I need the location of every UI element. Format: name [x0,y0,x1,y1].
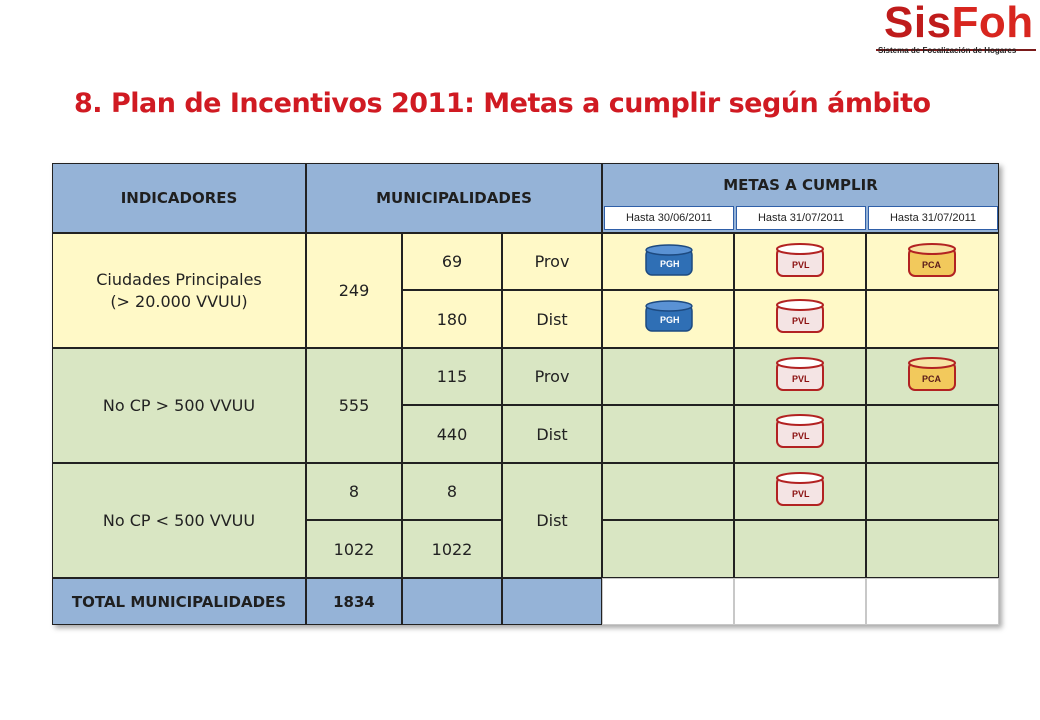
count-cell: 440 [402,405,502,463]
footer-empty [602,578,734,625]
indicator-ciudades-principales [52,233,306,348]
count-cell: 1022 [402,520,502,578]
pvl-icon [775,242,825,282]
pvl-label: PVL [792,431,810,441]
footer-empty [734,578,866,625]
meta-cell [866,405,999,463]
date-label-1: Hasta 30/06/2011 [604,206,734,230]
date-label-2: Hasta 31/07/2011 [736,206,866,230]
indicator-label-line1: Ciudades Principales [96,269,262,289]
count-cell: 180 [402,290,502,348]
pgh-label: PGH [660,315,680,325]
indicator-no-cp-mayor-500: No CP > 500 VVUU [52,348,306,463]
pvl-label: PVL [792,374,810,384]
pca-icon [907,242,957,282]
date-label-3: Hasta 31/07/2011 [868,206,998,230]
total-cell: 555 [306,348,402,463]
sisfoh-logo [876,0,1036,60]
meta-cell [602,520,734,578]
pgh-icon [644,299,694,337]
logo-wordmark [884,0,1034,48]
pvl-icon [775,356,825,396]
pca-label: PCA [922,374,942,384]
meta-cell [866,463,999,520]
meta-cell [602,348,734,405]
pgh-label: PGH [660,259,680,269]
metas-table [52,163,999,625]
pca-label: PCA [922,260,942,270]
header-metas-label: METAS A CUMPLIR [723,176,878,194]
meta-cell [866,290,999,348]
indicator-label: No CP < 500 VVUU [102,511,256,530]
footer-empty [402,578,502,625]
count-cell: 1022 [306,520,402,578]
pvl-icon [775,298,825,338]
pvl-label: PVL [792,316,810,326]
count-cell: 8 [402,463,502,520]
count-cell: 69 [402,233,502,290]
pvl-label: PVL [792,489,810,499]
meta-cell [734,520,866,578]
type-cell: Dist [502,290,602,348]
page-title: 8. Plan de Incentivos 2011: Metas a cumplir según ámbito [74,88,931,119]
header-municipalidades: MUNICIPALIDADES [306,163,602,233]
logo-part-2: Foh [951,0,1034,47]
pvl-icon [775,413,825,453]
pvl-icon [775,471,825,511]
footer-total: 1834 [306,578,402,625]
total-cell: 249 [306,233,402,348]
header-indicadores: INDICADORES [52,163,306,233]
type-cell: Dist [502,463,602,578]
type-cell: Prov [502,233,602,290]
pvl-label: PVL [792,260,810,270]
type-cell: Prov [502,348,602,405]
footer-label: TOTAL MUNICIPALIDADES [52,578,306,625]
meta-cell [602,463,734,520]
meta-cell [602,405,734,463]
count-cell: 8 [306,463,402,520]
logo-subtitle: Sistema de Focalización de Hogares [878,46,1017,55]
footer-empty [502,578,602,625]
count-cell: 115 [402,348,502,405]
indicator-no-cp-menor-500 [52,463,306,578]
meta-cell [866,520,999,578]
logo-part-1: Sis [884,0,952,47]
indicator-label-line2: (> 20.000 VVUU) [110,291,248,311]
footer-empty [866,578,999,625]
type-cell: Dist [502,405,602,463]
pgh-icon [644,243,694,281]
pca-icon [907,356,957,396]
